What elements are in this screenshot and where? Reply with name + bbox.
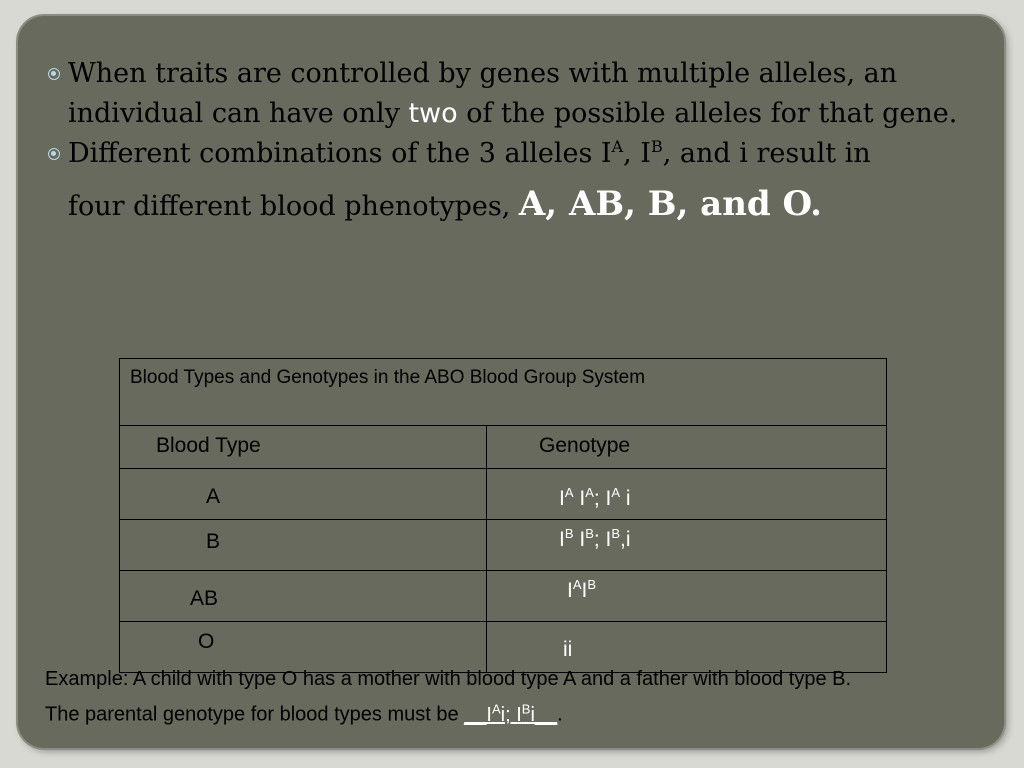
bullet-icon: [48, 68, 60, 80]
table-row: [120, 469, 887, 520]
bullet-list: [48, 54, 988, 227]
bullet-line-2: [68, 184, 822, 227]
example-text: [45, 664, 1015, 730]
answer-blank: $\_\_I^Ai$; $I^Bi\_\_$: [464, 701, 558, 726]
bullet-item-multiple-alleles: [48, 54, 988, 134]
table-row: [120, 520, 887, 571]
genotype-cell: $I^A$ $I^A$; $I^A$ i: [487, 469, 887, 520]
table-caption: Blood Types and Genotypes in the ABO Blood Group System: [120, 359, 887, 426]
blood-type-cell: A: [120, 469, 487, 520]
bullet-text: , and i result in: [662, 138, 871, 169]
column-header-blood-type: Blood Type: [120, 426, 487, 469]
allele-superscript: A: [611, 137, 624, 156]
bullet-item-combinations: [48, 134, 988, 227]
example-line-2: The parental genotype for blood types must be $\_\_I^Ai$; $I^Bi\_\_$.: [45, 701, 563, 726]
phenotype-emphasis: A, AB, B, and O.: [518, 184, 822, 224]
bullet-text: of the possible alleles for that gene.: [457, 98, 958, 129]
blood-type-cell: O: [120, 622, 487, 673]
slide: [18, 16, 1004, 748]
genotype-cell: ii: [487, 622, 887, 673]
abo-table: [119, 358, 887, 673]
blood-type-cell: B: [120, 520, 487, 571]
bullet-text: four different blood phenotypes,: [68, 191, 519, 222]
bullet-icon: [48, 148, 60, 160]
bullet-text: When traits are controlled by genes with multiple alleles, an individual can have only: [68, 58, 898, 129]
bullet-highlight-two: two: [408, 98, 458, 129]
genotype-cell: $I^AI^B$: [487, 571, 887, 622]
table-row: [120, 571, 887, 622]
genotype-cell: $I^B$ $I^B$; $I^B,i$: [487, 520, 887, 571]
blood-type-cell: AB: [120, 571, 487, 622]
column-header-genotype: Genotype: [487, 426, 887, 469]
bullet-text: , I: [623, 138, 651, 169]
allele-superscript: B: [650, 137, 663, 156]
example-line-1: Example: A child with type O has a mother with blood type A and a father with blood type B.: [45, 668, 852, 690]
bullet-text: Different combinations of the 3 alleles I: [68, 138, 612, 169]
